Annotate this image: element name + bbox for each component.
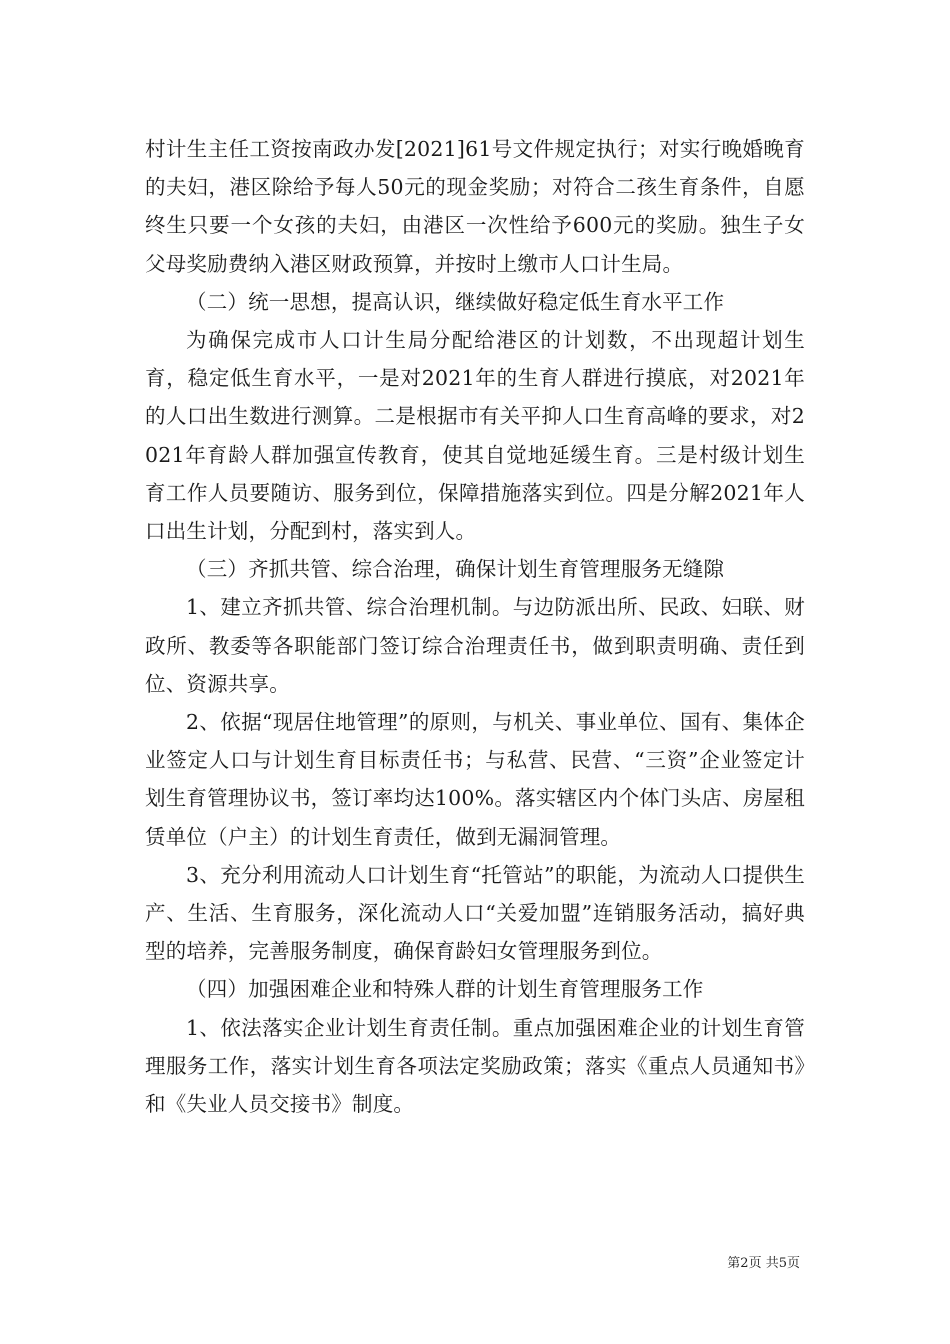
page-number-footer [727,1252,800,1271]
paragraph-item-4-1: 1、依法落实企业计划生育责任制。重点加强困难企业的计划生育管理服务工作，落实计划生育各项法定奖励政策；落实《重点人员通知书》和《失业人员交接书》制度。 [145,1015,805,1117]
footer-middle: 页 共 [748,1256,779,1271]
paragraph-continuation: 村计生主任工资按南政办发[2021]61号文件规定执行；对实行晚婚晚育的夫妇，港区除给予每人50元的现金奖励；对符合二孩生育条件，自愿终生只要一个女孩的夫妇，由港区一次性给予600元的奖励。独生子女父母奖励费纳入港区财政预算，并按时上缴市人口计生局。 [145,137,805,276]
section-heading-4: （四）加强困难企业和特殊人群的计划生育管理服务工作 [186,977,704,1002]
paragraph-item-3-2: 2、依据“现居住地管理”的原则，与机关、事业单位、国有、集体企业签定人口与计划生育目标责任书；与私营、民营、“三资”企业签定计划生育管理协议书，签订率均达100%。落实辖区内个体门头店、房屋租赁单位（户主）的计划生育责任，做到无漏洞管理。 [145,710,805,849]
footer-prefix: 第 [727,1256,741,1271]
footer-suffix: 页 [786,1256,800,1271]
footer-current-page: 2 [740,1256,749,1271]
section-heading-2: （二）统一思想，提高认识，继续做好稳定低生育水平工作 [186,289,725,314]
paragraph-item-3-1: 1、建立齐抓共管、综合治理机制。与边防派出所、民政、妇联、财政所、教委等各职能部门签订综合治理责任书，做到职责明确、责任到位、资源共享。 [145,595,805,696]
document-body [145,130,805,1123]
section-heading-3: （三）齐抓共管、综合治理，确保计划生育管理服务无缝隙 [186,557,725,582]
paragraph-item-3-3: 3、充分利用流动人口计划生育“托管站”的职能，为流动人口提供生产、生活、生育服务，深化流动人口“关爱加盟”连销服务活动，搞好典型的培养，完善服务制度，确保育龄妇女管理服务到位。 [145,862,805,964]
paragraph-section-2-body: 为确保完成市人口计生局分配给港区的计划数，不出现超计划生育，稳定低生育水平，一是对2021年的生育人群进行摸底，对2021年的人口出生数进行测算。二是根据市有关平抑人口生育高峰的要求，对2021年育龄人群加强宣传教育，使其自觉地延缓生育。三是村级计划生育工作人员要随访、服务到位，保障措施落实到位。四是分解2021年人口出生计划，分配到村，落实到人。 [145,328,805,544]
footer-total-pages: 5 [778,1256,787,1271]
